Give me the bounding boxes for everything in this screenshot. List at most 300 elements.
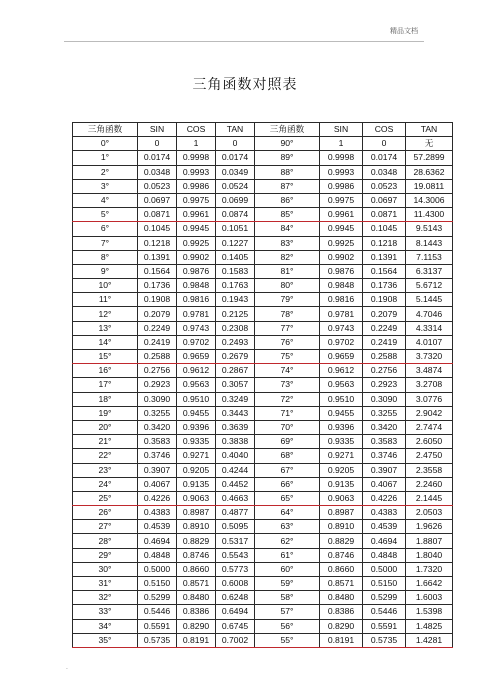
table-row [73,335,453,349]
table-row [73,137,453,151]
cell-angle-right: 80° [255,279,320,293]
cell-tan-left: 0.5095 [216,520,255,534]
table-header-row [73,123,453,137]
table-row [73,165,453,179]
cell-cos-left: 0.9781 [177,307,216,321]
cell-tan-right: 1.8807 [406,534,453,548]
cell-cos-left: 0.8290 [177,619,216,633]
cell-tan-left: 0.1583 [216,264,255,278]
cell-sin-left: 0.1736 [138,279,177,293]
cell-cos-right: 0.2923 [363,378,406,392]
header-angle-left: 三角函数 [73,123,138,137]
cell-angle-left: 29° [73,548,138,562]
cell-cos-left: 0.8480 [177,591,216,605]
cell-cos-left: 0.9396 [177,420,216,434]
cell-cos-right: 0.5591 [363,619,406,633]
cell-sin-left: 0.3746 [138,449,177,463]
cell-sin-right: 0.9743 [320,321,363,335]
table-row [73,562,453,576]
cell-angle-left: 25° [73,491,138,505]
table-row [73,208,453,222]
cell-cos-right: 0.5150 [363,577,406,591]
cell-sin-left: 0.3907 [138,463,177,477]
cell-tan-left: 0.0524 [216,179,255,193]
cell-cos-right: 0.4694 [363,534,406,548]
cell-sin-right: 0.9961 [320,208,363,222]
cell-tan-right: 2.6050 [406,435,453,449]
cell-cos-right: 0 [363,137,406,151]
cell-angle-left: 20° [73,420,138,434]
header-tan-left: TAN [216,123,255,137]
cell-angle-right: 89° [255,151,320,165]
table-row [73,449,453,463]
cell-angle-right: 57° [255,605,320,619]
cell-sin-right: 0.9848 [320,279,363,293]
cell-sin-left: 0.4848 [138,548,177,562]
cell-cos-left: 0.9271 [177,449,216,463]
cell-cos-left: 0.8571 [177,577,216,591]
cell-cos-right: 0.4383 [363,506,406,520]
cell-sin-left: 0.5591 [138,619,177,633]
cell-tan-right: 2.2460 [406,477,453,491]
cell-angle-left: 4° [73,193,138,207]
cell-cos-right: 0.2079 [363,307,406,321]
cell-tan-right: 5.6712 [406,279,453,293]
cell-cos-right: 0.1908 [363,293,406,307]
cell-cos-left: 0.9975 [177,193,216,207]
cell-sin-left: 0.1564 [138,264,177,278]
cell-tan-left: 0.2125 [216,307,255,321]
cell-tan-left: 0.4040 [216,449,255,463]
cell-sin-right: 0.8746 [320,548,363,562]
cell-cos-left: 0.9848 [177,279,216,293]
cell-sin-right: 0.9063 [320,491,363,505]
cell-tan-left: 0.4244 [216,463,255,477]
cell-cos-right: 0.5000 [363,562,406,576]
cell-angle-right: 70° [255,420,320,434]
cell-angle-right: 74° [255,364,320,378]
cell-cos-left: 0.9612 [177,364,216,378]
cell-tan-left: 0.3639 [216,420,255,434]
cell-tan-right: 4.3314 [406,321,453,335]
cell-sin-right: 0.9510 [320,392,363,406]
cell-sin-left: 0.5299 [138,591,177,605]
table-row [73,236,453,250]
cell-tan-left: 0.2679 [216,350,255,364]
cell-tan-right: 1.5398 [406,605,453,619]
cell-tan-right: 5.1445 [406,293,453,307]
table-row [73,264,453,278]
cell-sin-right: 0.9945 [320,222,363,236]
cell-angle-left: 0° [73,137,138,151]
cell-angle-right: 63° [255,520,320,534]
cell-sin-left: 0.2756 [138,364,177,378]
cell-cos-left: 0.9902 [177,250,216,264]
cell-tan-right: 3.0776 [406,392,453,406]
cell-tan-left: 0.1051 [216,222,255,236]
cell-angle-left: 10° [73,279,138,293]
cell-angle-left: 12° [73,307,138,321]
cell-sin-left: 0.1045 [138,222,177,236]
cell-angle-left: 32° [73,591,138,605]
cell-angle-right: 68° [255,449,320,463]
cell-tan-right: 1.8040 [406,548,453,562]
cell-sin-left: 0.0697 [138,193,177,207]
cell-cos-right: 0.3907 [363,463,406,477]
cell-cos-left: 0.9563 [177,378,216,392]
cell-angle-right: 59° [255,577,320,591]
cell-cos-left: 0.9063 [177,491,216,505]
cell-sin-right: 1 [320,137,363,151]
table-row [73,435,453,449]
cell-angle-right: 79° [255,293,320,307]
cell-tan-right: 4.7046 [406,307,453,321]
cell-cos-right: 0.2756 [363,364,406,378]
cell-sin-right: 0.8987 [320,506,363,520]
cell-tan-left: 0.6248 [216,591,255,605]
cell-sin-left: 0.0174 [138,151,177,165]
cell-angle-right: 65° [255,491,320,505]
header-divider [64,41,424,42]
cell-angle-right: 83° [255,236,320,250]
cell-cos-left: 0.8660 [177,562,216,576]
cell-sin-right: 0.8290 [320,619,363,633]
cell-cos-right: 0.1736 [363,279,406,293]
cell-angle-left: 7° [73,236,138,250]
cell-sin-left: 0.4067 [138,477,177,491]
cell-cos-right: 0.5446 [363,605,406,619]
cell-angle-left: 26° [73,506,138,520]
cell-cos-right: 0.4226 [363,491,406,505]
cell-cos-right: 0.1045 [363,222,406,236]
cell-sin-right: 0.9335 [320,435,363,449]
header-angle-right: 三角函数 [255,123,320,137]
cell-cos-left: 0.8910 [177,520,216,534]
header-tan-right: TAN [406,123,453,137]
cell-sin-right: 0.9781 [320,307,363,321]
cell-tan-left: 0.5317 [216,534,255,548]
table-row [73,250,453,264]
cell-sin-left: 0.1218 [138,236,177,250]
cell-sin-right: 0.9816 [320,293,363,307]
cell-tan-right: 3.4874 [406,364,453,378]
cell-cos-left: 0.9816 [177,293,216,307]
cell-tan-right: 1.7320 [406,562,453,576]
cell-tan-left: 0.3838 [216,435,255,449]
cell-angle-left: 9° [73,264,138,278]
cell-tan-left: 0.5543 [216,548,255,562]
cell-angle-left: 1° [73,151,138,165]
cell-cos-left: 0.8829 [177,534,216,548]
cell-sin-right: 0.8910 [320,520,363,534]
cell-sin-left: 0.1908 [138,293,177,307]
cell-tan-right: 1.6003 [406,591,453,605]
cell-tan-left: 0.7002 [216,633,255,647]
cell-angle-right: 81° [255,264,320,278]
header-sin-right: SIN [320,123,363,137]
cell-cos-right: 0.3583 [363,435,406,449]
table-row [73,321,453,335]
cell-tan-left: 0.0699 [216,193,255,207]
cell-tan-right: 7.1153 [406,250,453,264]
table-row [73,307,453,321]
cell-angle-left: 3° [73,179,138,193]
cell-tan-right: 无 [406,137,453,151]
footer-mark: . [66,664,68,671]
cell-angle-right: 77° [255,321,320,335]
cell-sin-left: 0.2079 [138,307,177,321]
cell-sin-left: 0.2419 [138,335,177,349]
cell-sin-right: 0.9271 [320,449,363,463]
cell-cos-right: 0.5735 [363,633,406,647]
cell-sin-left: 0.3255 [138,406,177,420]
cell-angle-left: 31° [73,577,138,591]
cell-cos-right: 0.3255 [363,406,406,420]
cell-sin-left: 0.3583 [138,435,177,449]
cell-sin-left: 0.1391 [138,250,177,264]
cell-sin-right: 0.8660 [320,562,363,576]
cell-cos-right: 0.0174 [363,151,406,165]
cell-tan-left: 0.3443 [216,406,255,420]
cell-sin-right: 0.9986 [320,179,363,193]
cell-sin-right: 0.9563 [320,378,363,392]
cell-cos-right: 0.4539 [363,520,406,534]
cell-angle-right: 69° [255,435,320,449]
cell-cos-left: 0.9743 [177,321,216,335]
cell-tan-right: 9.5143 [406,222,453,236]
table-row [73,463,453,477]
cell-angle-left: 28° [73,534,138,548]
table-row [73,378,453,392]
header-tag: 精品文档 [390,27,418,35]
cell-cos-left: 0.9925 [177,236,216,250]
cell-cos-right: 0.1218 [363,236,406,250]
cell-sin-right: 0.9975 [320,193,363,207]
cell-tan-left: 0.4877 [216,506,255,520]
cell-sin-left: 0.4226 [138,491,177,505]
cell-tan-left: 0.2308 [216,321,255,335]
cell-tan-left: 0.5773 [216,562,255,576]
cell-sin-left: 0.4694 [138,534,177,548]
table-row [73,350,453,364]
cell-angle-left: 24° [73,477,138,491]
table-row [73,633,453,647]
cell-tan-left: 0.3057 [216,378,255,392]
cell-cos-left: 0.9205 [177,463,216,477]
cell-cos-right: 0.3746 [363,449,406,463]
table-row [73,364,453,378]
cell-tan-right: 1.6642 [406,577,453,591]
cell-cos-right: 0.1564 [363,264,406,278]
cell-sin-left: 0.3420 [138,420,177,434]
cell-angle-left: 23° [73,463,138,477]
cell-cos-right: 0.0348 [363,165,406,179]
cell-tan-left: 0.0874 [216,208,255,222]
cell-angle-right: 67° [255,463,320,477]
cell-tan-left: 0.1763 [216,279,255,293]
cell-tan-right: 3.7320 [406,350,453,364]
cell-angle-left: 33° [73,605,138,619]
cell-tan-right: 2.9042 [406,406,453,420]
cell-tan-right: 4.0107 [406,335,453,349]
cell-tan-left: 0.4663 [216,491,255,505]
cell-tan-left: 0 [216,137,255,151]
cell-angle-left: 15° [73,350,138,364]
cell-angle-right: 88° [255,165,320,179]
table-row [73,151,453,165]
cell-tan-right: 2.3558 [406,463,453,477]
cell-angle-left: 16° [73,364,138,378]
cell-cos-right: 0.3420 [363,420,406,434]
cell-angle-right: 85° [255,208,320,222]
cell-cos-left: 0.9961 [177,208,216,222]
cell-sin-left: 0.0871 [138,208,177,222]
cell-sin-right: 0.8480 [320,591,363,605]
cell-tan-left: 0.1943 [216,293,255,307]
cell-angle-left: 6° [73,222,138,236]
cell-sin-right: 0.9612 [320,364,363,378]
cell-sin-left: 0 [138,137,177,151]
cell-tan-right: 2.0503 [406,506,453,520]
cell-tan-right: 3.2708 [406,378,453,392]
cell-cos-left: 0.9135 [177,477,216,491]
cell-cos-left: 0.8746 [177,548,216,562]
cell-tan-left: 0.2493 [216,335,255,349]
cell-angle-right: 55° [255,633,320,647]
cell-angle-right: 78° [255,307,320,321]
cell-angle-left: 19° [73,406,138,420]
table-row [73,491,453,505]
cell-angle-left: 17° [73,378,138,392]
cell-cos-left: 0.9659 [177,350,216,364]
cell-angle-right: 64° [255,506,320,520]
cell-tan-right: 14.3006 [406,193,453,207]
table-row [73,222,453,236]
cell-angle-right: 58° [255,591,320,605]
cell-cos-left: 0.9702 [177,335,216,349]
cell-angle-left: 35° [73,633,138,647]
cell-angle-right: 76° [255,335,320,349]
cell-sin-right: 0.8191 [320,633,363,647]
table-row [73,548,453,562]
cell-cos-left: 1 [177,137,216,151]
header-cos-left: COS [177,123,216,137]
cell-cos-right: 0.5299 [363,591,406,605]
cell-cos-right: 0.2249 [363,321,406,335]
cell-sin-right: 0.9902 [320,250,363,264]
table-body [73,137,453,648]
cell-cos-right: 0.3090 [363,392,406,406]
cell-tan-right: 1.4825 [406,619,453,633]
cell-angle-left: 18° [73,392,138,406]
cell-tan-right: 1.4281 [406,633,453,647]
cell-angle-left: 2° [73,165,138,179]
cell-sin-right: 0.9702 [320,335,363,349]
cell-sin-left: 0.2588 [138,350,177,364]
cell-cos-right: 0.2419 [363,335,406,349]
table-row [73,293,453,307]
table-row [73,179,453,193]
trig-table [72,122,453,648]
cell-sin-left: 0.5000 [138,562,177,576]
cell-tan-left: 0.6008 [216,577,255,591]
cell-sin-right: 0.9455 [320,406,363,420]
cell-cos-left: 0.9945 [177,222,216,236]
cell-angle-right: 60° [255,562,320,576]
cell-angle-left: 34° [73,619,138,633]
cell-tan-left: 0.6745 [216,619,255,633]
cell-angle-right: 62° [255,534,320,548]
cell-angle-right: 66° [255,477,320,491]
cell-angle-right: 71° [255,406,320,420]
cell-sin-left: 0.5150 [138,577,177,591]
cell-angle-left: 8° [73,250,138,264]
cell-sin-right: 0.9925 [320,236,363,250]
table-row [73,420,453,434]
table-row [73,520,453,534]
cell-angle-left: 13° [73,321,138,335]
cell-tan-right: 57.2899 [406,151,453,165]
cell-cos-left: 0.9993 [177,165,216,179]
cell-cos-left: 0.8191 [177,633,216,647]
cell-cos-right: 0.4067 [363,477,406,491]
table-row [73,406,453,420]
cell-tan-left: 0.3249 [216,392,255,406]
cell-tan-left: 0.0174 [216,151,255,165]
cell-cos-left: 0.9998 [177,151,216,165]
cell-sin-right: 0.8571 [320,577,363,591]
cell-cos-left: 0.9876 [177,264,216,278]
cell-angle-right: 73° [255,378,320,392]
cell-tan-right: 2.4750 [406,449,453,463]
table-row [73,193,453,207]
table-row [73,605,453,619]
table-row [73,619,453,633]
cell-tan-right: 11.4300 [406,208,453,222]
cell-sin-right: 0.9205 [320,463,363,477]
table-row [73,279,453,293]
header-sin-left: SIN [138,123,177,137]
cell-cos-right: 0.2588 [363,350,406,364]
cell-angle-right: 84° [255,222,320,236]
header-cos-right: COS [363,123,406,137]
cell-angle-right: 56° [255,619,320,633]
cell-sin-right: 0.9876 [320,264,363,278]
cell-sin-right: 0.8829 [320,534,363,548]
cell-tan-left: 0.2867 [216,364,255,378]
cell-angle-left: 30° [73,562,138,576]
table-row [73,477,453,491]
cell-tan-right: 2.7474 [406,420,453,434]
cell-cos-left: 0.8386 [177,605,216,619]
cell-tan-left: 0.1227 [216,236,255,250]
cell-cos-right: 0.0697 [363,193,406,207]
cell-angle-right: 72° [255,392,320,406]
table-row [73,577,453,591]
cell-sin-left: 0.2249 [138,321,177,335]
cell-angle-right: 61° [255,548,320,562]
cell-sin-left: 0.4383 [138,506,177,520]
cell-sin-left: 0.4539 [138,520,177,534]
cell-sin-left: 0.5446 [138,605,177,619]
cell-sin-left: 0.0523 [138,179,177,193]
cell-tan-left: 0.6494 [216,605,255,619]
cell-sin-left: 0.5735 [138,633,177,647]
cell-angle-right: 87° [255,179,320,193]
table-row [73,392,453,406]
cell-sin-left: 0.3090 [138,392,177,406]
cell-cos-left: 0.9510 [177,392,216,406]
